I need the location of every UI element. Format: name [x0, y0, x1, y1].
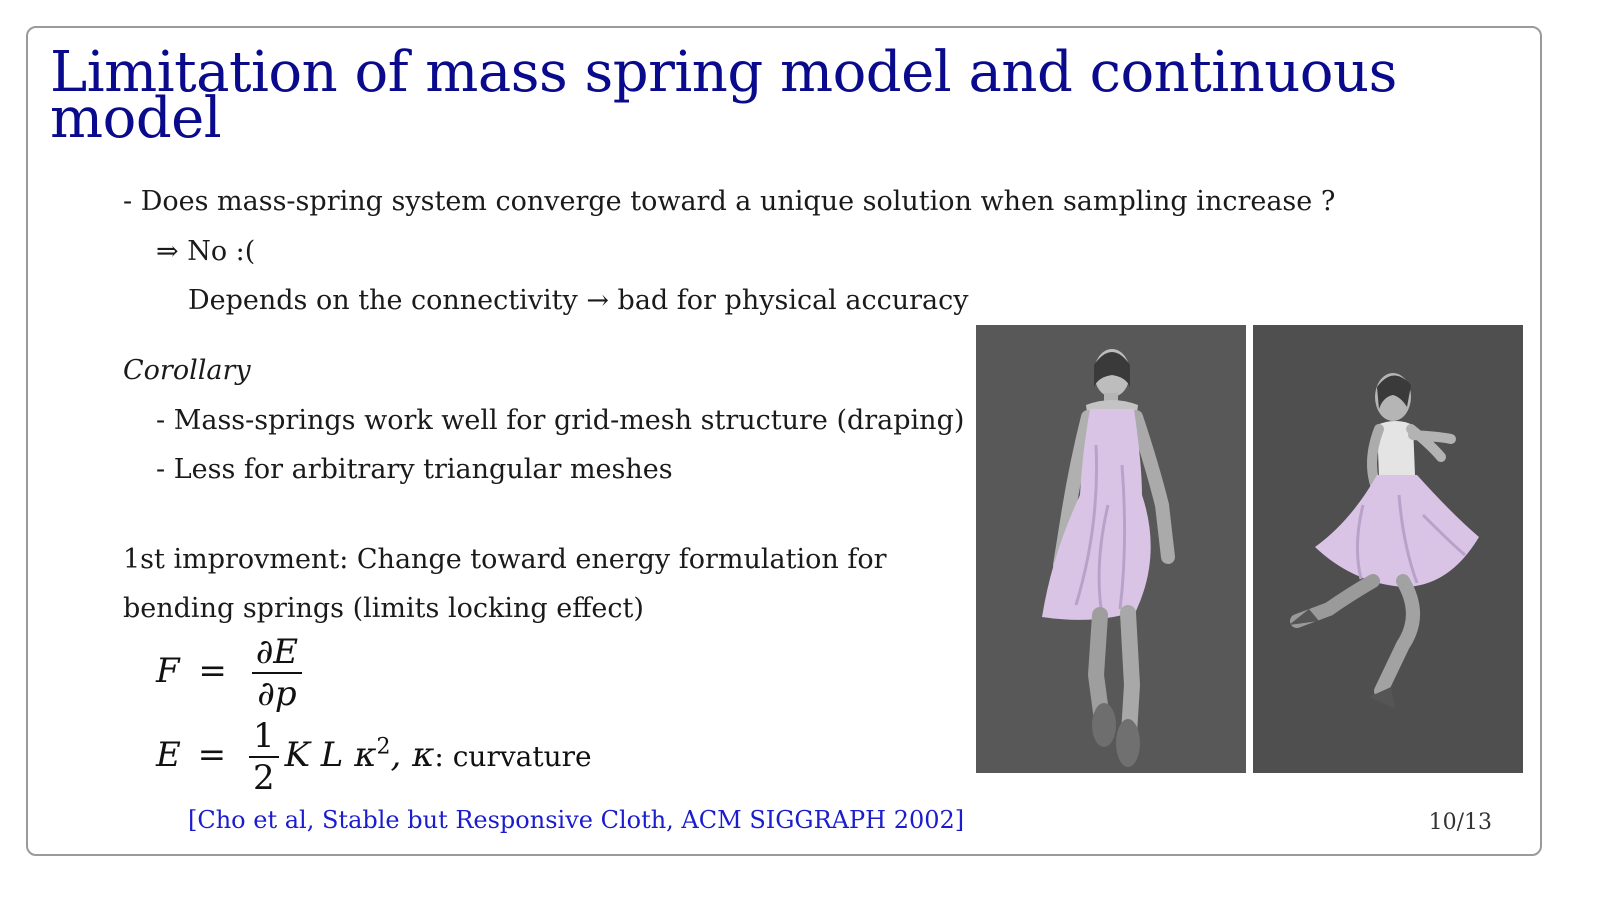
- force-lhs: F: [156, 651, 180, 691]
- page-number: 10/13: [1428, 810, 1492, 835]
- energy-denominator: 2: [252, 758, 275, 798]
- energy-kappa: , κ: [390, 735, 435, 775]
- corollary-item-triangular: - Less for arbitrary triangular meshes: [156, 454, 673, 485]
- force-numerator: ∂E: [252, 632, 302, 674]
- bullet-answer: ⇒ No :(: [156, 236, 256, 267]
- dress-dancing-figure: [1253, 325, 1523, 773]
- improvement-line-1: 1st improvment: Change toward energy formulation for: [123, 544, 887, 575]
- dress-walking-figure: [976, 325, 1246, 773]
- corollary-heading: Corollary: [123, 355, 251, 386]
- improvement-line-2: bending springs (limits locking effect): [123, 593, 644, 624]
- force-fraction: [252, 632, 302, 714]
- bullet-detail: Depends on the connectivity → bad for physical accuracy: [188, 285, 969, 316]
- force-equation: [156, 632, 308, 714]
- energy-equals: =: [197, 735, 227, 775]
- slide-title: Limitation of mass spring model and continuous model: [50, 40, 1397, 151]
- citation-link[interactable]: [Cho et al, Stable but Responsive Cloth, ACM SIGGRAPH 2002]: [188, 806, 965, 834]
- energy-fraction: [249, 716, 279, 798]
- energy-lhs: E: [156, 735, 181, 775]
- energy-numerator: 1: [249, 716, 279, 758]
- energy-equation: [156, 716, 592, 798]
- energy-exponent: 2: [376, 734, 391, 760]
- force-denominator: ∂p: [257, 674, 297, 714]
- dancing-figure-drawing: [1253, 325, 1523, 773]
- walking-figure-drawing: [976, 325, 1246, 773]
- energy-rhs: K L κ: [284, 735, 377, 775]
- energy-curvature-label: : curvature: [434, 740, 592, 773]
- force-equals: =: [198, 651, 227, 691]
- bullet-question: - Does mass-spring system converge toward a unique solution when sampling increase ?: [123, 186, 1336, 217]
- corollary-item-grid: - Mass-springs work well for grid-mesh structure (draping): [156, 405, 965, 436]
